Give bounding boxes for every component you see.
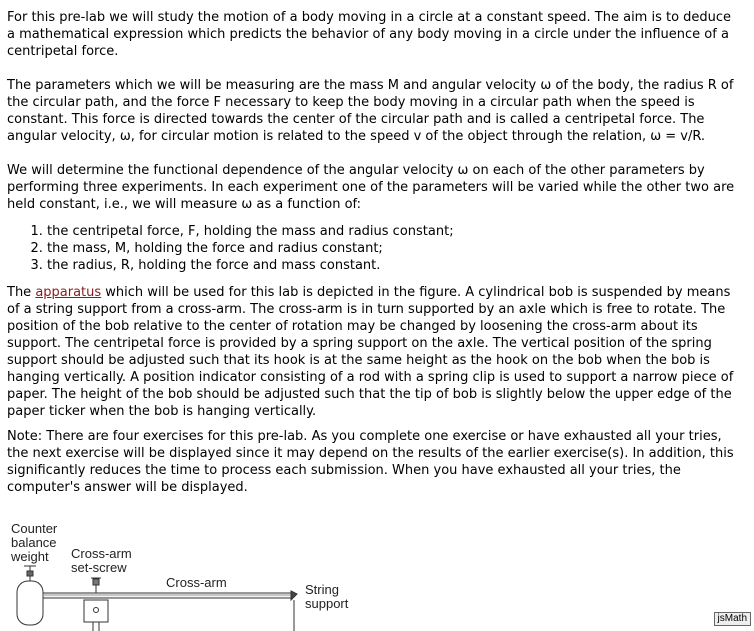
determine-paragraph: We will determine the functional dependence of the angular velocity ω on each of the other parameters by performing three experiments. In each experiment one of the parameters will be varied while the other two are held constant, i.e., we will measure ω as a function of:: [7, 163, 735, 212]
jsmath-badge[interactable]: jsMath: [714, 612, 751, 626]
apparatus-paragraph: [7, 284, 742, 420]
apparatus-link[interactable]: apparatus: [35, 285, 102, 300]
note-paragraph: Note: There are four exercises for this pre-lab. As you complete one exercise or have exhausted all your tries, the next exercise will be displayed since it may depend on the results of the earlier exercise(s). In addition, this significantly reduces the time to process each submission. When you have exhausted all your tries, the computer's answer will be displayed.: [7, 429, 734, 495]
list-item: 1. the centripetal force, F, holding the mass and radius constant;: [47, 223, 742, 240]
list-item: 2. the mass, M, holding the force and radius constant;: [47, 240, 742, 257]
setscrew-drawing: [91, 578, 101, 593]
apparatus-figure: [0, 515, 754, 631]
setscrew-label: Cross-arm set-screw: [71, 546, 132, 575]
crossarm-label: Cross-arm: [166, 575, 227, 590]
lab-text: [7, 9, 742, 496]
parameters-paragraph: The parameters which we will be measuring are the mass M and angular velocity ω of the body, the radius R of the circular path, and the force F necessary to keep the body moving in a circular path when the speed is constant. This force is directed towards the center of the circular path and is called a centripetal force. The angular velocity, ω, for circular motion is related to the speed v of the object through the relation, ω = v/R.: [7, 78, 734, 144]
crossarm-bar-drawing: [43, 591, 297, 600]
counter-balance-weight-drawing: [17, 566, 43, 625]
crossarm-clamp-drawing: [84, 600, 108, 631]
list-item: 3. the radius, R, holding the force and mass constant.: [47, 257, 742, 274]
experiment-list: [7, 223, 742, 274]
intro-paragraph: For this pre-lab we will study the motion of a body moving in a circle at a constant speed. The aim is to deduce a mathematical expression which predicts the behavior of any body moving in a circle under the influence of a centripetal force.: [7, 10, 732, 59]
counter-balance-label: Counter balance weight: [11, 521, 58, 564]
string-support-label: String support: [305, 582, 349, 611]
apparatus-text-after: which will be used for this lab is depicted in the figure. A cylindrical bob is suspended by means of a string support from a cross-arm. The cross-arm is in turn supported by an axle which is free to rotate. The position of the bob relative to the center of rotation may be changed by loosening the cross-arm about its support. The centripetal force is provided by a spring support on the axle. The vertical position of the spring support should be adjusted such that its hook is at the same height as the hook on the bob when the bob is hanging vertically. A position indicator consisting of a rod with a spring clip is used to support a narrow piece of paper. The height of the bob should be adjusted such that the tip of bob is slightly below the upper edge of the paper ticker when the bob is hanging vertically.: [7, 285, 734, 419]
apparatus-text-before: The: [7, 285, 36, 300]
